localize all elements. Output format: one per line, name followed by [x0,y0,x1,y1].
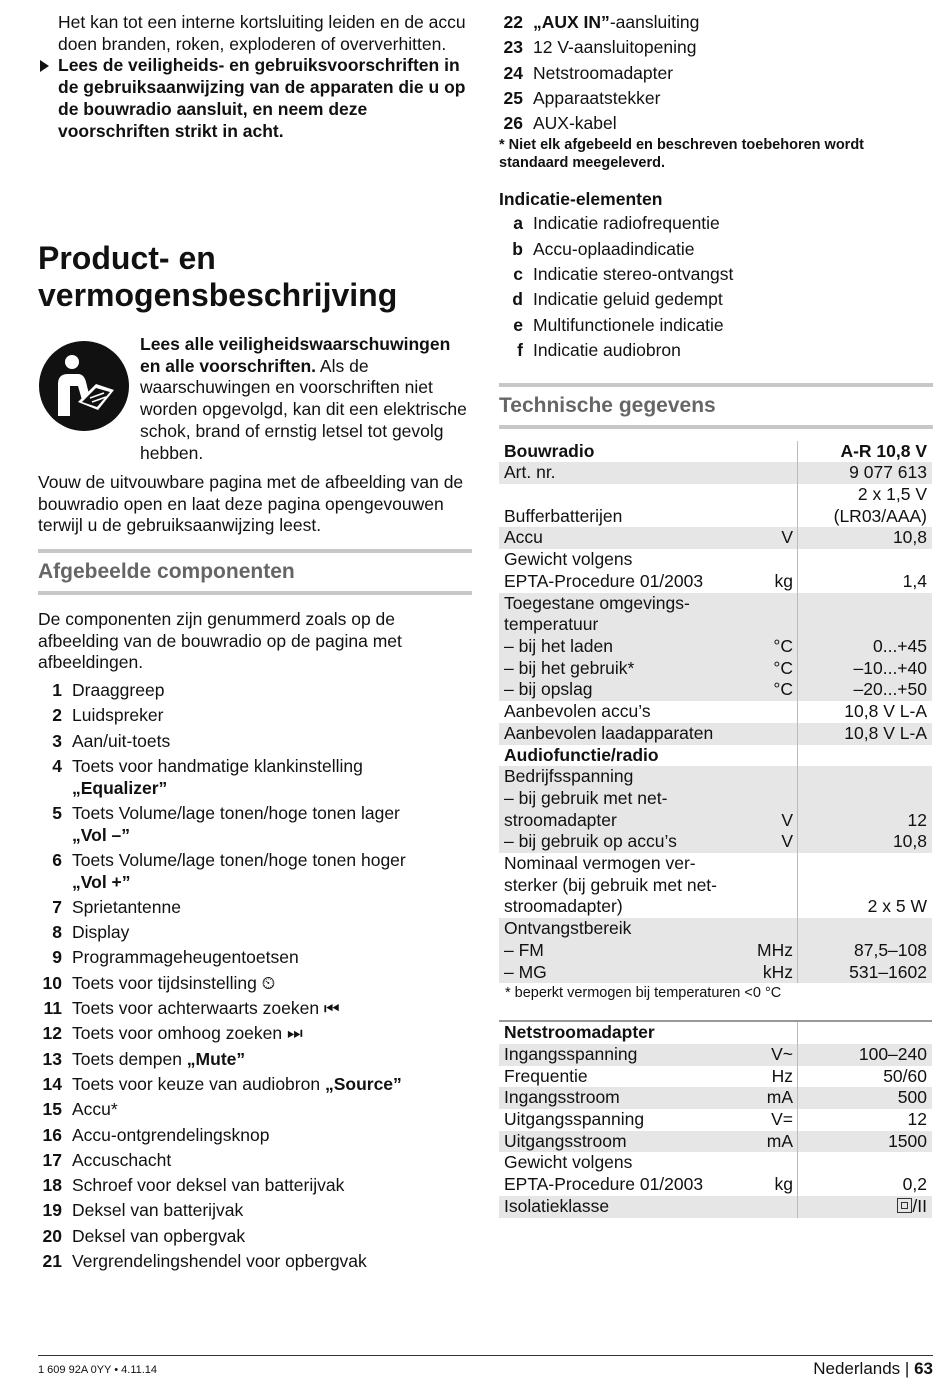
spec-label: Ingangsspanning [499,1044,732,1066]
warning-block [38,334,472,464]
spec-label: Aanbevolen laadapparaten [499,723,732,745]
item-text: Netstroomadapter [533,62,674,83]
spec-unit [732,484,798,527]
spec-label: Ontvangstbereik – FM – MG [499,918,732,983]
item-number: 5 [52,802,62,823]
accessories-note: * Niet elk afgebeeld en beschreven toebehoren wordt standaard meegeleverd. [499,137,865,172]
item-number: 6 [52,849,62,870]
item-number: d [512,289,523,310]
components-heading: Afgebeelde componenten [38,549,472,595]
list-item [499,12,933,34]
table-row [499,1066,932,1088]
item-text: AUX-kabel [533,113,617,134]
spec-label: Frequentie [504,1065,588,1086]
table-row [499,1152,932,1195]
item-number: 2 [52,705,62,726]
spec-label: Ingangsstroom [499,1087,732,1109]
item-number: 7 [52,896,62,917]
item-bold: „Vol +” [72,871,131,892]
spec-unit: kg [774,1174,793,1195]
item-text: Toets voor achterwaarts zoeken ⏮ [72,998,340,1019]
item-number: 1 [52,680,62,700]
item-text: Programmageheugentoetsen [72,947,299,968]
item-text: Indicatie audiobron [533,339,681,360]
list-item [38,1125,472,1147]
spec-table-radio [499,441,932,984]
temperature-note: * beperkt vermogen bij temperaturen <0 °C [505,985,782,1002]
item-text: Schroef voor deksel van batterijvak [72,1175,345,1196]
item-text: Draaggreep [72,680,165,700]
language: Nederlands [813,1359,901,1378]
item-number: 17 [42,1149,62,1170]
item-text: Multifunctionele indicatie [533,314,724,335]
spec-label: Bouwradio [504,440,595,461]
spec-value [798,745,933,767]
item-number: 18 [42,1175,62,1196]
table-row [499,441,932,463]
spec-value: 1,4 [798,549,933,592]
item-bold: „Source” [324,1073,402,1094]
table-row [499,1021,932,1044]
item-number: 26 [503,113,523,134]
triangle-bullet-icon [40,60,49,72]
list-item [38,1150,472,1172]
indicator-item [499,213,933,235]
item-bold: „Mute” [186,1048,246,1069]
right-column [499,12,933,1218]
table-row [499,1131,932,1153]
spec-table-adapter [499,1020,932,1217]
indicator-item [499,315,933,337]
item-text: Luidspreker [72,705,164,726]
table-row [499,701,932,723]
table-row [499,745,932,767]
protection-class-icon [897,1198,912,1213]
spec-unit: °C °C °C [732,593,798,702]
spec-unit: Hz [771,1065,793,1086]
components-intro: De componenten zijn genummerd zoals op de afbeelding van de bouwradio op de pagina met afbeeldingen. [38,609,402,673]
table-row [499,1044,932,1066]
list-item [499,88,933,110]
spec-unit [732,441,798,463]
spec-unit: kg [774,570,793,591]
item-text: Deksel van opbergvak [72,1225,246,1246]
item-text: Sprietantenne [72,896,181,917]
item-number: e [513,314,523,335]
bullet-text: Lees de veiligheids- en gebruiksvoorschriften in de gebruiksaanwijzing van de apparaten die u op de bouwradio aansluit, en neem deze voorschriften strikt in acht. [58,55,466,141]
table-row [499,593,932,702]
spec-label: Art. nr. [499,462,732,484]
spec-label: Audiofunctie/radio [504,744,659,765]
spec-label: Isolatieklasse [499,1196,732,1218]
item-text: Accu-ontgrendelingsknop [72,1124,270,1145]
list-item [38,1226,472,1248]
item-text: Accu* [72,1099,118,1120]
spec-label: Uitgangsspanning [504,1109,645,1130]
item-number: 23 [503,37,523,58]
spec-value: A-R 10,8 V [798,441,933,463]
spec-value: 9 077 613 [798,462,933,484]
item-number: 15 [42,1099,62,1120]
item-text: Vergrendelingshendel voor opbergvak [72,1251,367,1272]
list-item [38,680,472,702]
spec-unit [732,462,798,484]
spec-unit [732,723,798,745]
spec-label: Gewicht volgens EPTA-Procedure 01/2003 [504,1152,704,1195]
list-item [38,756,472,799]
list-item [38,1099,472,1121]
item-text: Apparaatstekker [533,87,661,108]
item-text: Toets Volume/lage tonen/hoge tonen lager [72,802,400,823]
table-row [499,918,932,983]
page-language-number [813,1359,933,1379]
item-text: 12 V-aansluitopening [533,37,697,58]
spec-unit: MHz kHz [732,918,798,983]
spec-unit [732,1021,798,1044]
list-item [38,1049,472,1071]
item-text: Toets Volume/lage tonen/hoge tonen hoger [72,849,406,870]
spec-value: 10,8 [798,527,933,549]
indicator-item [499,264,933,286]
item-text: Accu-oplaadindicatie [533,238,695,259]
table-row [499,723,932,745]
spec-value: 2 x 5 W [798,853,933,918]
warning-text [140,334,472,464]
spec-unit [732,745,798,767]
item-text: Toets voor tijdsinstelling ⏲ [72,972,276,993]
spec-value: 10,8 V L-A [798,723,933,745]
spec-unit [732,1196,798,1218]
spec-unit: mA [732,1087,798,1109]
separator: | [904,1359,910,1378]
spec-value: 1500 [798,1131,933,1153]
item-text: Deksel van batterijvak [72,1200,244,1221]
item-number: 9 [52,947,62,968]
table-row [499,1087,932,1109]
list-item [38,897,472,919]
spec-value: 0,2 [798,1152,933,1195]
item-number: 3 [52,730,62,751]
spec-label: Accu [499,527,732,549]
page-number: 63 [914,1359,933,1378]
item-number: c [513,264,523,285]
item-number: 4 [52,755,62,776]
list-item [38,1200,472,1222]
item-bold: „Equalizer” [72,777,168,798]
table-row [499,766,932,853]
table-row [499,853,932,918]
spec-unit: V~ [732,1044,798,1066]
item-text: Toets voor handmatige klankinstelling [72,755,363,776]
item-number: 13 [42,1048,62,1069]
item-number: 19 [42,1200,62,1221]
table-row [499,527,932,549]
spec-value [798,1021,933,1044]
spec-label: Uitgangsstroom [499,1131,732,1153]
table-row [499,462,932,484]
list-item [499,37,933,59]
list-item [38,850,472,893]
item-number: 21 [42,1251,62,1272]
list-item [38,947,472,969]
technical-data-heading: Technische gegevens [499,383,933,429]
list-item [38,705,472,727]
indicators-heading: Indicatie-elementen [499,189,663,210]
warning-bold: Lees alle veiligheidswaarschuwingen en alle voorschriften. [140,334,451,376]
item-bold: „AUX IN” [533,12,610,32]
spec-value: 500 [798,1087,933,1109]
spec-label: Nominaal vermogen ver- sterker (bij gebruik met net- stroomadapter) [504,853,717,917]
spec-label: Bedrijfsspanning – bij gebruik met net- stroomadapter – bij gebruik op accu’s [499,766,732,853]
item-number: 10 [42,972,62,993]
list-item [38,731,472,753]
list-item [38,922,472,944]
item-number: 16 [42,1124,62,1145]
item-number: 25 [503,87,523,108]
fold-instruction: Vouw de uitvouwbare pagina met de afbeelding van de bouwradio open en laat deze pagina opengevouwen terwijl u de gebruiksaanwijzing leest. [38,472,464,536]
warning-rest: Als de waarschuwingen en voorschriften niet worden opgevolgd, kan dit een elektrische schok, brand of ernstig letsel tot gevolg hebben. [140,355,467,463]
document-code: 1 609 92A 0YY • 4.11.14 [38,1364,158,1376]
item-number: 20 [42,1225,62,1246]
list-item [38,973,472,995]
indicator-item [499,340,933,362]
read-manual-icon [38,340,130,432]
item-number: 14 [42,1073,62,1094]
spec-value: 50/60 [798,1066,933,1088]
item-number: 11 [43,998,62,1019]
table-row [499,1196,932,1218]
spec-unit: V [732,527,798,549]
spec-label: Netstroomadapter [504,1022,655,1043]
item-number: 8 [52,922,62,943]
spec-label: Bufferbatterijen [504,505,623,526]
spec-unit [732,853,798,918]
list-item [38,998,472,1020]
table-row [499,1109,932,1131]
list-item [38,1175,472,1197]
spec-value: 12 [798,1109,933,1131]
item-text: Display [72,922,130,943]
list-item [38,1251,472,1273]
spec-label: Aanbevolen accu’s [504,701,651,722]
spec-unit: V= [771,1109,793,1130]
spec-value: 10,8 V L-A [798,701,933,723]
list-item [38,1023,472,1045]
item-text: Indicatie stereo-ontvangst [533,264,734,285]
spec-label: Toegestane omgevings- temperatuur – bij het laden – bij het gebruik* – bij opslag [499,593,732,702]
left-column [38,12,472,1272]
item-text: Indicatie geluid gedempt [533,289,723,310]
bullet-instruction [38,55,472,142]
list-item [499,113,933,135]
spec-unit [732,701,798,723]
item-number: 22 [503,12,523,32]
item-text: Aan/uit-toets [72,730,171,751]
list-item [38,1074,472,1096]
item-text: Toets voor omhoog zoeken ⏭ [72,1023,303,1044]
components-list [38,680,472,1276]
page-footer [38,1355,933,1380]
spec-label: Gewicht volgens EPTA-Procedure 01/2003 [504,549,704,591]
item-text: Toets dempen [72,1048,187,1069]
spec-unit: V V [732,766,798,853]
item-bold: „Vol –” [72,824,131,845]
components-list-continued [499,12,933,135]
table-row [499,549,932,592]
intro-text: Het kan tot een interne kortsluiting leiden en de accu doen branden, roken, exploderen of oververhitten. [58,12,466,54]
section-title: Product- en vermogensbeschrijving [38,240,398,313]
item-text: -aansluiting [609,12,700,32]
indicator-item [499,239,933,261]
item-number: a [513,213,523,234]
list-item [38,803,472,846]
spec-value: 12 10,8 [798,766,933,853]
indicators-list [499,213,933,361]
item-number: 12 [42,1023,62,1044]
item-number: b [512,238,523,259]
item-text: Accuschacht [72,1149,172,1170]
indicator-item [499,289,933,311]
item-text: Indicatie radiofrequentie [533,213,720,234]
spec-value: 0...+45 –10...+40 –20...+50 [798,593,933,702]
spec-value: 87,5–108 531–1602 [798,918,933,983]
spec-unit: mA [732,1131,798,1153]
item-number: f [517,339,523,360]
spec-value: /II [798,1196,933,1218]
spec-value: 2 x 1,5 V (LR03/AAA) [798,484,933,527]
list-item [499,63,933,85]
spec-value: 100–240 [798,1044,933,1066]
table-row [499,484,932,527]
item-number: 24 [503,62,523,83]
item-text: Toets voor keuze van audiobron [72,1073,325,1094]
